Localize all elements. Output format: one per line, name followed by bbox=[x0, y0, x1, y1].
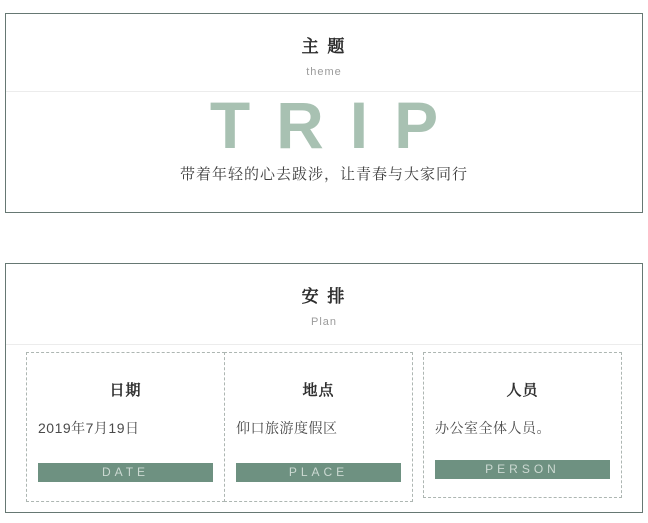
plan-box-place-tag: PLACE bbox=[236, 463, 401, 482]
plan-box-date-title: 日期 bbox=[109, 382, 142, 399]
theme-tagline: 带着年轻的心去跋涉，让青春与大家同行 bbox=[179, 166, 468, 183]
plan-box-person bbox=[423, 352, 622, 498]
plan-card bbox=[5, 263, 643, 513]
plan-card-header bbox=[6, 264, 642, 345]
trip-watermark-text: TRIP bbox=[209, 88, 465, 162]
theme-card-header bbox=[6, 14, 642, 92]
plan-box-person-tag: PERSON bbox=[435, 460, 610, 479]
theme-card-title: 主 题 bbox=[301, 37, 347, 56]
plan-box-date bbox=[26, 352, 225, 502]
plan-box-place-value: 仰口旅游度假区 bbox=[236, 420, 338, 436]
plan-boxes-row bbox=[26, 352, 622, 502]
theme-card bbox=[5, 13, 643, 213]
plan-card-subtitle: Plan bbox=[310, 316, 338, 328]
plan-box-person-title: 人员 bbox=[506, 382, 539, 399]
plan-card-title: 安 排 bbox=[301, 287, 347, 306]
theme-card-subtitle: theme bbox=[306, 66, 342, 78]
plan-box-date-tag: DATE bbox=[38, 463, 213, 482]
plan-box-place bbox=[224, 352, 413, 502]
plan-box-date-value: 2019年7月19日 bbox=[38, 420, 140, 436]
plan-box-person-value: 办公室全体人员。 bbox=[435, 420, 551, 436]
plan-box-place-title: 地点 bbox=[302, 382, 335, 399]
